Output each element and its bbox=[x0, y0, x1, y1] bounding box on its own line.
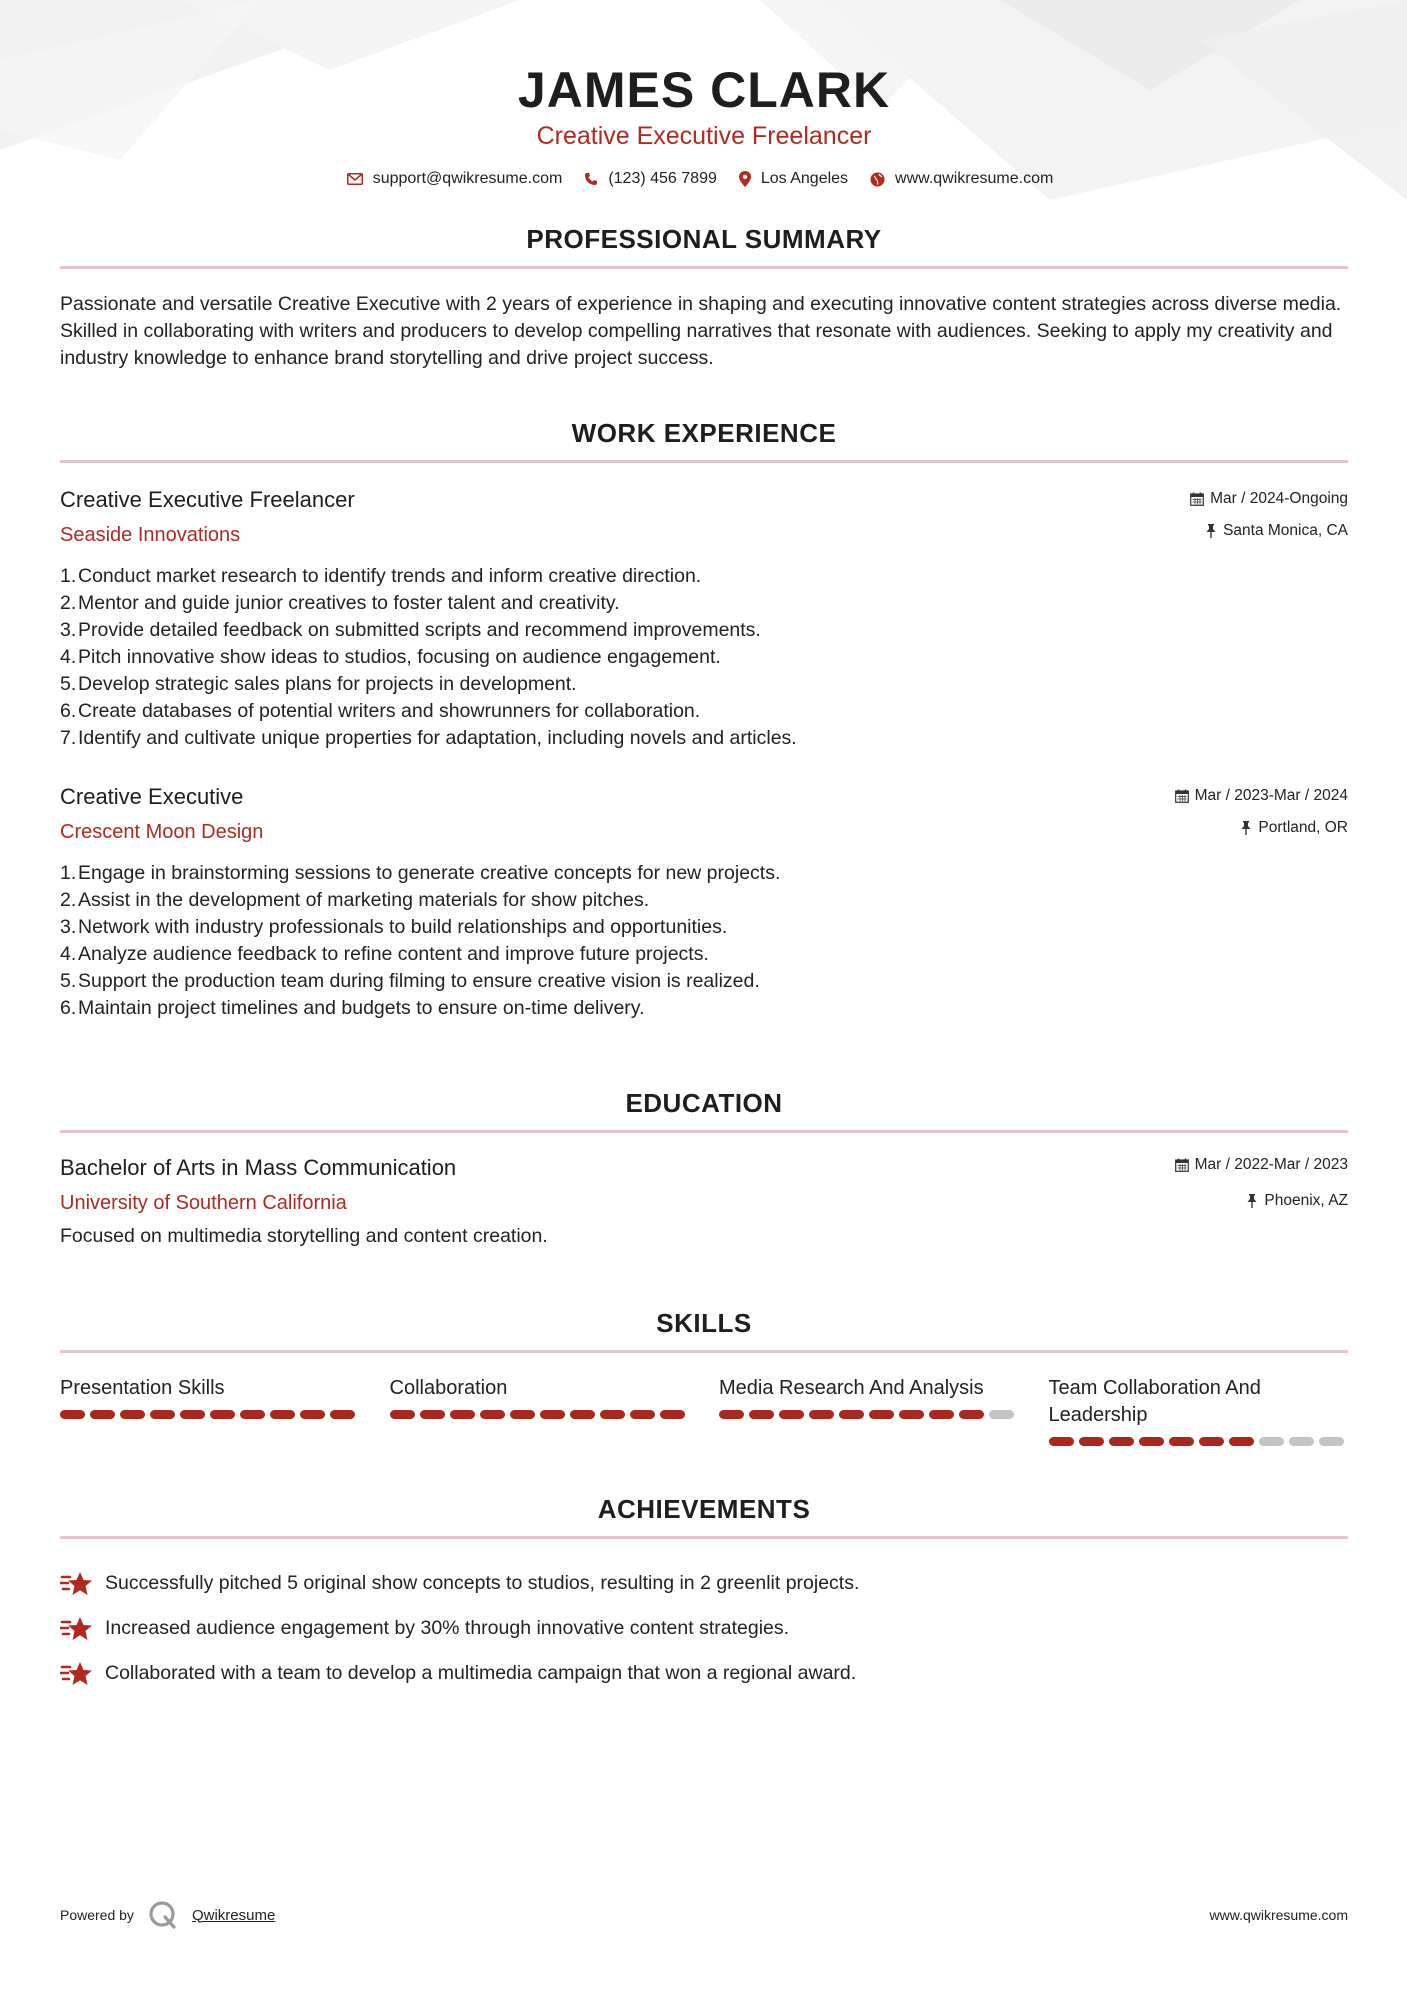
section-divider bbox=[60, 1130, 1348, 1133]
education-entry bbox=[60, 1153, 1348, 1250]
skill-item bbox=[390, 1375, 690, 1446]
skill-name: Media Research And Analysis bbox=[719, 1377, 984, 1399]
job-bullets bbox=[60, 860, 1348, 1022]
list-item: 1. Engage in brainstorming sessions to generate creative concepts for new projects. bbox=[60, 862, 781, 884]
job-bullets bbox=[60, 563, 1348, 752]
resume-header bbox=[60, 0, 1348, 188]
skill-item bbox=[1049, 1375, 1349, 1446]
skills-list bbox=[60, 1375, 1348, 1446]
list-item: 3. Provide detailed feedback on submitted scripts and recommend improvements. bbox=[60, 619, 761, 641]
calendar-icon bbox=[1175, 789, 1189, 803]
list-item bbox=[60, 1651, 1348, 1696]
list-item: 6. Maintain project timelines and budgets to ensure on-time delivery. bbox=[60, 997, 645, 1019]
skill-dot-filled bbox=[660, 1410, 685, 1419]
skill-dot-filled bbox=[240, 1410, 265, 1419]
skill-dot-empty bbox=[1289, 1437, 1314, 1446]
qwikresume-logo-icon bbox=[148, 1900, 178, 1930]
achievements-title: ACHIEVEMENTS bbox=[597, 1494, 811, 1524]
skill-name: Collaboration bbox=[389, 1377, 508, 1399]
brand-link[interactable]: Qwikresume bbox=[191, 1906, 276, 1924]
job-location: Santa Monica, CA bbox=[1223, 522, 1348, 539]
list-item: 1. Conduct market research to identify trends and inform creative direction. bbox=[60, 565, 702, 587]
list-item: 4. Analyze audience feedback to refine content and improve future projects. bbox=[60, 943, 709, 965]
powered-by-label: Powered by bbox=[60, 1907, 134, 1923]
skill-dot-filled bbox=[929, 1410, 954, 1419]
skill-dot-filled bbox=[779, 1410, 804, 1419]
skill-dot-empty bbox=[1259, 1437, 1284, 1446]
candidate-name: JAMES CLARK bbox=[517, 62, 891, 118]
job-entry bbox=[60, 485, 1348, 752]
map-pin-icon bbox=[739, 171, 751, 187]
skill-dot-filled bbox=[300, 1410, 325, 1419]
skill-dot-filled bbox=[210, 1410, 235, 1419]
phone-icon bbox=[584, 172, 598, 186]
achievement-text: Increased audience engagement by 30% through innovative content strategies. bbox=[105, 1617, 790, 1639]
job-entry bbox=[60, 782, 1348, 1022]
experience-title: WORK EXPERIENCE bbox=[571, 418, 837, 448]
education-date: Mar / 2022-Mar / 2023 bbox=[1194, 1156, 1348, 1173]
school-name: University of Southern California bbox=[60, 1192, 347, 1214]
achievement-text: Collaborated with a team to develop a multimedia campaign that won a regional award. bbox=[105, 1662, 857, 1684]
summary-text: Passionate and versatile Creative Executive with 2 years of experience in shaping and executing innovative content strategies across diverse media. Skilled in collaborating with writers and producers to develop compelling narratives that resonate with audiences. Seeking to apply my creativity and industry knowledge to enhance brand storytelling and drive project success. bbox=[60, 293, 1342, 369]
page-footer bbox=[60, 1900, 1348, 1930]
skill-dot-filled bbox=[480, 1410, 505, 1419]
achievements-list bbox=[60, 1561, 1348, 1696]
skill-dot-filled bbox=[749, 1410, 774, 1419]
skill-rating bbox=[1049, 1437, 1349, 1446]
skill-dot-filled bbox=[809, 1410, 834, 1419]
list-item: 5. Support the production team during filming to ensure creative vision is realized. bbox=[60, 970, 760, 992]
contact-phone[interactable] bbox=[584, 170, 717, 188]
skill-dot-filled bbox=[180, 1410, 205, 1419]
skill-item bbox=[719, 1375, 1019, 1446]
skill-rating bbox=[719, 1410, 1019, 1419]
section-divider bbox=[60, 1536, 1348, 1539]
education-location: Phoenix, AZ bbox=[1264, 1192, 1348, 1209]
skill-item bbox=[60, 1375, 360, 1446]
skill-dot-filled bbox=[270, 1410, 295, 1419]
section-divider bbox=[60, 460, 1348, 463]
calendar-icon bbox=[1190, 492, 1204, 506]
contact-website[interactable] bbox=[870, 170, 1053, 188]
list-item: 3. Network with industry professionals to build relationships and opportunities. bbox=[60, 916, 728, 938]
skill-dot-filled bbox=[1139, 1437, 1164, 1446]
summary-title: PROFESSIONAL SUMMARY bbox=[526, 224, 882, 254]
skill-dot-filled bbox=[1169, 1437, 1194, 1446]
degree-title: Bachelor of Arts in Mass Communication bbox=[60, 1155, 457, 1180]
skill-dot-filled bbox=[330, 1410, 355, 1419]
skill-dot-filled bbox=[600, 1410, 625, 1419]
skill-dot-filled bbox=[1109, 1437, 1134, 1446]
list-item: 5. Develop strategic sales plans for projects in development. bbox=[60, 673, 577, 695]
skill-rating bbox=[60, 1410, 360, 1419]
skill-dot-filled bbox=[839, 1410, 864, 1419]
globe-icon bbox=[870, 172, 885, 187]
skill-dot-filled bbox=[390, 1410, 415, 1419]
contact-phone-text: (123) 456 7899 bbox=[608, 170, 717, 187]
education-description: Focused on multimedia storytelling and content creation. bbox=[60, 1225, 548, 1247]
calendar-icon bbox=[1175, 1158, 1189, 1172]
skill-dot-filled bbox=[899, 1410, 924, 1419]
section-divider bbox=[60, 1350, 1348, 1353]
job-title: Creative Executive bbox=[60, 784, 244, 809]
pushpin-icon bbox=[1246, 1194, 1258, 1208]
education-section bbox=[60, 1086, 1348, 1250]
resume-page bbox=[60, 0, 1348, 1696]
job-location: Portland, OR bbox=[1258, 819, 1348, 836]
skill-dot-empty bbox=[1319, 1437, 1344, 1446]
skill-dot-filled bbox=[420, 1410, 445, 1419]
contact-location bbox=[739, 170, 848, 188]
skill-dot-filled bbox=[510, 1410, 535, 1419]
skill-name: Team Collaboration And Leadership bbox=[1048, 1377, 1261, 1426]
skill-dot-filled bbox=[1049, 1437, 1074, 1446]
skill-dot-filled bbox=[60, 1410, 85, 1419]
pushpin-icon bbox=[1205, 524, 1217, 538]
education-title: EDUCATION bbox=[625, 1088, 783, 1118]
list-item bbox=[60, 1561, 1348, 1606]
job-title: Creative Executive Freelancer bbox=[60, 487, 355, 512]
skill-dot-filled bbox=[869, 1410, 894, 1419]
contact-email[interactable] bbox=[347, 170, 563, 188]
job-company: Seaside Innovations bbox=[60, 524, 241, 546]
list-item: 7. Identify and cultivate unique properties for adaptation, including novels and articles. bbox=[60, 727, 797, 749]
skill-dot-filled bbox=[150, 1410, 175, 1419]
envelope-icon bbox=[347, 173, 363, 185]
star-award-icon bbox=[60, 1661, 93, 1687]
contact-bar bbox=[60, 170, 1348, 188]
skill-dot-filled bbox=[1199, 1437, 1224, 1446]
section-divider bbox=[60, 266, 1348, 269]
contact-location-text: Los Angeles bbox=[760, 170, 849, 187]
star-award-icon bbox=[60, 1616, 93, 1642]
summary-section bbox=[60, 222, 1348, 372]
skill-dot-empty bbox=[989, 1410, 1014, 1419]
pushpin-icon bbox=[1240, 821, 1252, 835]
list-item: 2. Mentor and guide junior creatives to foster talent and creativity. bbox=[60, 592, 620, 614]
star-award-icon bbox=[60, 1571, 93, 1597]
contact-website-text: www.qwikresume.com bbox=[895, 170, 1054, 187]
achievements-section bbox=[60, 1492, 1348, 1696]
contact-email-text: support@qwikresume.com bbox=[372, 170, 563, 187]
skill-dot-filled bbox=[1229, 1437, 1254, 1446]
list-item: 2. Assist in the development of marketing materials for show pitches. bbox=[60, 889, 650, 911]
skill-dot-filled bbox=[719, 1410, 744, 1419]
skill-rating bbox=[390, 1410, 690, 1419]
skill-dot-filled bbox=[540, 1410, 565, 1419]
skill-dot-filled bbox=[570, 1410, 595, 1419]
job-company: Crescent Moon Design bbox=[60, 821, 264, 843]
skill-name: Presentation Skills bbox=[60, 1377, 225, 1399]
experience-section bbox=[60, 416, 1348, 1022]
job-date: Mar / 2023-Mar / 2024 bbox=[1194, 787, 1348, 804]
list-item: 4. Pitch innovative show ideas to studios, focusing on audience engagement. bbox=[60, 646, 721, 668]
achievement-text: Successfully pitched 5 original show concepts to studios, resulting in 2 greenlit projects. bbox=[105, 1572, 860, 1594]
footer-website[interactable]: www.qwikresume.com bbox=[1209, 1907, 1348, 1923]
list-item: 6. Create databases of potential writers and showrunners for collaboration. bbox=[60, 700, 701, 722]
job-date: Mar / 2024-Ongoing bbox=[1210, 490, 1348, 507]
skills-title: SKILLS bbox=[656, 1308, 752, 1338]
list-item bbox=[60, 1606, 1348, 1651]
skill-dot-filled bbox=[959, 1410, 984, 1419]
skill-dot-filled bbox=[450, 1410, 475, 1419]
skill-dot-filled bbox=[90, 1410, 115, 1419]
candidate-role: Creative Executive Freelancer bbox=[536, 122, 872, 150]
skill-dot-filled bbox=[1079, 1437, 1104, 1446]
skill-dot-filled bbox=[120, 1410, 145, 1419]
skill-dot-filled bbox=[630, 1410, 655, 1419]
skills-section bbox=[60, 1306, 1348, 1446]
